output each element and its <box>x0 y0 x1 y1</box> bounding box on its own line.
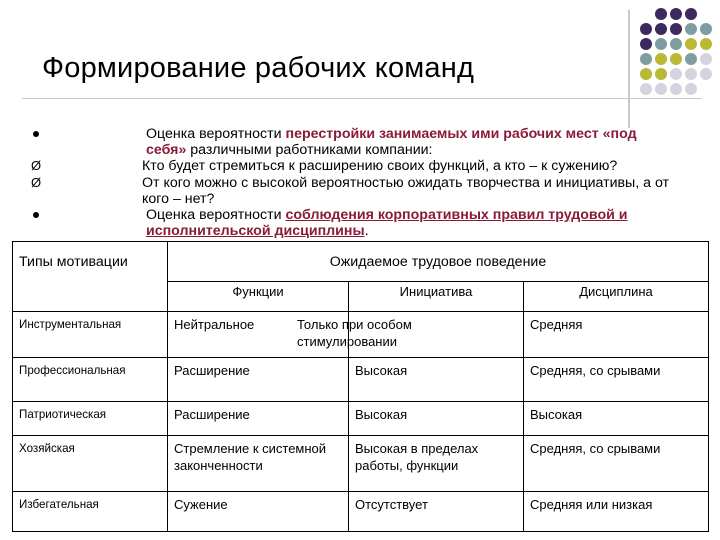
horizontal-divider <box>22 98 702 99</box>
slide-title: Формирование рабочих команд <box>42 52 475 84</box>
decorative-dot <box>655 68 667 80</box>
vertical-divider <box>628 10 630 128</box>
column-header: Функции <box>168 282 349 312</box>
decorative-dot-grid <box>640 8 716 118</box>
decorative-dot <box>685 68 697 80</box>
empty-set-icon: Ø <box>31 174 42 190</box>
highlighted-text: перестройки занимаемых ими рабочих мест «под себя» <box>146 126 637 159</box>
decorative-dot <box>685 53 697 65</box>
decorative-dot <box>670 38 682 50</box>
decorative-dot <box>655 83 667 95</box>
header-motivation-types: Типы мотивации <box>13 242 168 312</box>
decorative-dot <box>685 23 697 35</box>
header-expected-behavior: Ожидаемое трудовое поведение <box>168 242 709 282</box>
decorative-dot <box>685 38 697 50</box>
bullet-item: Оценка вероятности соблюдения корпоративных правил трудовой и исполнительской дисциплины. <box>146 207 628 240</box>
decorative-dot <box>670 8 682 20</box>
decorative-dot <box>655 38 667 50</box>
decorative-dot <box>640 68 652 80</box>
decorative-dot <box>655 23 667 35</box>
table-row: Инструментальная Нейтральное Только при особом стимулировании Средняя <box>13 312 709 358</box>
motivation-table <box>12 241 709 532</box>
bullet-item: Оценка вероятности перестройки занимаемых ими рабочих мест «под себя» различными работниками компании: <box>146 126 637 159</box>
decorative-dot <box>640 23 652 35</box>
decorative-dot <box>700 38 712 50</box>
column-header: Дисциплина <box>524 282 709 312</box>
decorative-dot <box>670 53 682 65</box>
decorative-dot <box>640 83 652 95</box>
decorative-dot <box>670 68 682 80</box>
bullet-item: Ø Кто будет стремиться к расширению своих функций, а кто – к сужению? <box>31 158 618 175</box>
table-row: Избегательная Сужение Отсутствует Средняя или низкая <box>13 492 709 532</box>
bullet-item: Ø От кого можно с высокой вероятностью ожидать творчества и инициативы, а от кого – нет? <box>31 174 670 207</box>
table-row: Патриотическая Расширение Высокая Высокая <box>13 402 709 436</box>
decorative-dot <box>700 53 712 65</box>
highlighted-text: соблюдения корпоративных правил трудовой и исполнительской дисциплины <box>146 207 628 240</box>
decorative-dot <box>640 53 652 65</box>
decorative-dot <box>640 38 652 50</box>
table-row: Профессиональная Расширение Высокая Средняя, со срывами <box>13 358 709 402</box>
decorative-dot <box>655 8 667 20</box>
decorative-dot <box>685 8 697 20</box>
column-header: Инициатива <box>349 282 524 312</box>
decorative-dot <box>670 23 682 35</box>
table-row: Хозяйская Стремление к системной законченности Высокая в пределах работы, функции Средняя, со срывами <box>13 436 709 492</box>
empty-set-icon: Ø <box>31 158 42 174</box>
decorative-dot <box>670 83 682 95</box>
decorative-dot <box>700 68 712 80</box>
decorative-dot <box>685 83 697 95</box>
decorative-dot <box>655 53 667 65</box>
decorative-dot <box>700 23 712 35</box>
bullet-list <box>30 126 680 239</box>
